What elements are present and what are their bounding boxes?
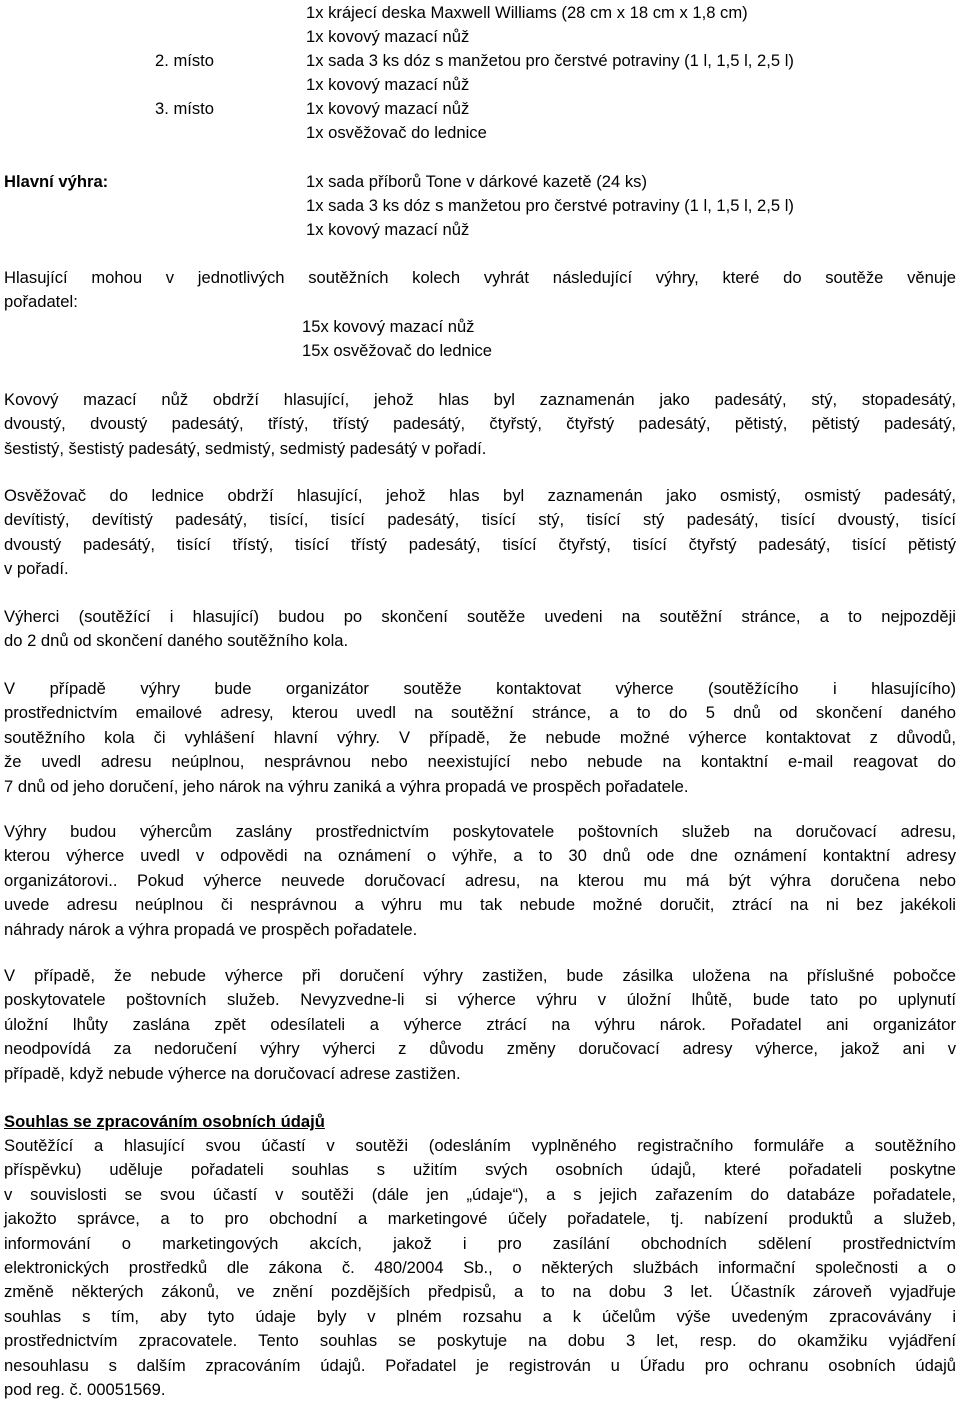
text-line: Výherci (soutěžící i hlasující) budou po skončení soutěže uvedeni na soutěžní stránce, a to nejpozději <box>4 607 956 626</box>
text-line: úložní lhůty zaslána zpět odesílateli a výherce ztrácí na výhru nárok. Pořadatel ani organizátor <box>4 1014 956 1034</box>
text-line: jakožto správce, a to pro obchodní a marketingové účely pořadatele, tj. nabízení produktů a služeb, <box>4 1209 956 1229</box>
prize-item: 1x kovový mazací nůž <box>306 99 470 118</box>
text-line: Soutěžící a hlasující svou účastí v soutěži (odesláním vyplněného registračního formuláře a soutěžního <box>4 1136 956 1155</box>
text-line: Kovový mazací nůž obdrží hlasující, jehož hlas byl zaznamenán jako padesátý, stý, stopadesátý, <box>4 390 956 409</box>
text-line: pod reg. č. 00051569. <box>4 1380 166 1400</box>
text-line: změně některých zákonů, ve znění pozdějších předpisů, a to na dobu 3 let. Účastník zároveň vyjadřuje <box>4 1282 956 1302</box>
text-line: případě, když nebude výherce na doručovací adrese zastižen. <box>4 1063 461 1083</box>
text-line: Výhry budou výhercům zaslány prostřednictvím poskytovatele poštovních služeb na doručovací adresu, <box>4 822 956 841</box>
text-line: dvoustý padesátý, tisící třístý, tisící třístý padesátý, tisící čtyřstý, tisící čtyřstý padesátý, tisící pětistý <box>4 534 956 554</box>
text-line: elektronických prostředků dle zákona č. 480/2004 Sb., o některých službách informační společnosti a o <box>4 1258 956 1278</box>
text-line: prostřednictvím zpracovatele. Tento souhlas se poskytuje na dobu 3 let, resp. do okamžiku vyjádření <box>4 1331 956 1351</box>
second-place-label: 2. místo <box>155 51 215 70</box>
text-line: Hlasující mohou v jednotlivých soutěžních kolech vyhrát následující výhry, které do soutěže věnuje <box>4 268 956 287</box>
consent-heading: Souhlas se zpracováním osobních údajů <box>4 1112 325 1131</box>
winners-paragraph <box>4 605 956 654</box>
third-place-label: 3. místo <box>155 99 215 118</box>
text-line: V případě výhry bude organizátor soutěže kontaktovat výherce (soutěžícího i hlasujícího) <box>4 679 956 698</box>
text-line: šestistý, šestistý padesátý, sedmistý, sedmistý padesátý v pořadí. <box>4 438 487 458</box>
text-line: v pořadí. <box>4 559 69 579</box>
text-line: informování o marketingových akcích, jakož i pro zasílání obchodních sdělení prostřednictvím <box>4 1233 956 1253</box>
prize-item: 1x sada příborů Tone v dárkové kazetě (24 ks) <box>306 172 647 191</box>
text-line: Osvěžovač do lednice obdrží hlasující, jehož hlas byl zaznamenán jako osmistý, osmistý padesátý, <box>4 486 956 505</box>
text-line: devítistý, devítistý padesátý, tisící, tisící padesátý, tisící stý, tisící stý padesátý, tisící dvoustý, tisící <box>4 510 956 530</box>
text-line: kterou výherce uvedl v odpovědi na oznámení o výhře, a to 30 dnů ode dne oznámení kontaktní adresy <box>4 846 956 866</box>
delivery-paragraph <box>4 820 956 942</box>
main-prize-label: Hlavní výhra: <box>4 172 109 191</box>
prize-item: 1x kovový mazací nůž <box>306 75 470 94</box>
text-line: souhlas s tím, aby tyto údaje byly v plném rozsahu a k účelům výše uvedeným zpracovávány i <box>4 1306 956 1326</box>
text-line: dvoustý, dvoustý padesátý, třístý, třístý padesátý, čtyřstý, čtyřstý padesátý, pětistý, pětistý padesátý, <box>4 414 956 434</box>
knife-paragraph <box>4 388 956 461</box>
text-line: že uvedl adresu neúplnou, nesprávnou nebo neexistující nebo nebude na kontaktní e-mail reagovat do <box>4 752 956 772</box>
text-line: pořadatel: <box>4 292 78 312</box>
text-line: organizátorovi.. Pokud výherce neuvede doručovací adresu, na kterou mu má být výhra doručena nebo <box>4 870 956 890</box>
text-line: náhrady nárok a výhra propadá ve prospěch pořadatele. <box>4 919 418 939</box>
prize-item: 1x kovový mazací nůž <box>306 220 470 239</box>
prize-item: 1x osvěžovač do lednice <box>306 123 487 142</box>
text-line: do 2 dnů od skončení daného soutěžního kola. <box>4 631 349 651</box>
text-line: 7 dnů od jeho doručení, jeho nárok na výhru zaniká a výhra propadá ve prospěch pořadatele. <box>4 776 689 796</box>
text-line: soutěžního kola či vyhlášení hlavní výhry. V případě, že nebude možné výherce kontaktovat z důvodů, <box>4 727 956 747</box>
text-line: uvede adresu neúplnou či nesprávnou a výhru mu tak nebude možné doručit, ztrácí na ni bez jakékoli <box>4 895 956 915</box>
prize-item: 1x sada 3 ks dóz s manžetou pro čerstvé potraviny (1 l, 1,5 l, 2,5 l) <box>306 196 794 215</box>
prize-item: 1x sada 3 ks dóz s manžetou pro čerstvé potraviny (1 l, 1,5 l, 2,5 l) <box>306 51 794 70</box>
text-line: poskytovatele poštovních služeb. Nevyzvedne-li si výherce výhru v úložní lhůtě, bude tato po uplynutí <box>4 990 956 1010</box>
voter-prize-item: 15x osvěžovač do lednice <box>302 341 493 360</box>
prize-item: 1x krájecí deska Maxwell Williams (28 cm x 18 cm x 1,8 cm) <box>306 3 748 22</box>
text-line: prostřednictvím emailové adresy, kterou uvedl na soutěžní stránce, a to do 5 dnů od skončení daného <box>4 703 956 723</box>
voter-prize-item: 15x kovový mazací nůž <box>302 317 475 336</box>
prize-item: 1x kovový mazací nůž <box>306 27 470 46</box>
consent-paragraph <box>4 1134 956 1402</box>
text-line: příspěvku) uděluje pořadateli souhlas s užitím svých osobních údajů, které pořadateli poskytne <box>4 1160 956 1180</box>
freshener-paragraph <box>4 484 956 582</box>
voters-intro-paragraph <box>4 266 956 315</box>
text-line: neodpovídá za nedoručení výhry výherci z důvodu změny doručovací adresy výherce, jakož ani v <box>4 1039 956 1059</box>
contact-paragraph <box>4 677 956 799</box>
text-line: nesouhlasu s dalším zpracováním údajů. Pořadatel je registrován u Úřadu pro ochranu osobních údajů <box>4 1355 956 1375</box>
absence-paragraph <box>4 964 956 1086</box>
text-line: v souvislosti se svou účastí v soutěži (dále jen „údaje“), a s jejich zařazením do databáze pořadatele, <box>4 1184 956 1204</box>
text-line: V případě, že nebude výherce při doručení výhry zastižen, bude zásilka uložena na příslušné pobočce <box>4 966 956 985</box>
